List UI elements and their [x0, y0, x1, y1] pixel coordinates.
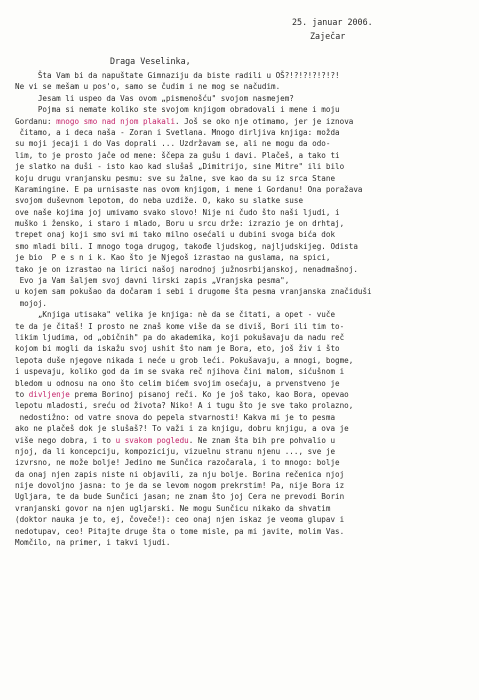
text-segment: to	[15, 389, 29, 399]
text-segment: nije dovoljno jasna: to je da se levom nogom prekrstim! Pa, nije Bora iz	[15, 481, 345, 491]
text-line	[15, 275, 372, 286]
text-segment: trepet onaj koji smo svi mi tako milno osećali u dubini svoga bića dok	[15, 230, 336, 240]
text-segment: Gordanu:	[15, 116, 57, 126]
text-segment: koju drugu vranjansku pesmu: sve su žalne, sve kao da su iz srca Stane	[15, 173, 336, 183]
text-line	[15, 343, 372, 354]
text-line	[15, 252, 372, 263]
text-line	[15, 298, 372, 309]
text-line	[15, 138, 372, 149]
text-segment: bledom u odnosu na ono što celim bićem svojim osećaju, a prvenstveno je	[15, 378, 340, 388]
text-segment: lepotu mladosti, sreću od života? Niko! A i tugu što je sve tako prolazno,	[15, 401, 354, 411]
text-line	[15, 173, 372, 184]
text-segment: smo mladi bili. I mnogo toga drugog, takođe ljudskog, najljudskijeg. Odista	[15, 241, 358, 251]
text-segment: nedostižno: od vatre snova do pepela stvarnosti! Kakva mi je to pesma	[15, 412, 336, 422]
letter-body	[15, 70, 372, 548]
text-line	[15, 412, 372, 423]
text-segment: . Još se oko nje otimamo, jer je iznova	[175, 116, 354, 126]
text-segment: Momčilo, na primer, i takvi ljudi.	[15, 538, 171, 548]
text-line	[15, 332, 372, 343]
text-line	[15, 389, 372, 400]
text-segment: Šta Vam bi da napuštate Gimnaziju da biste radili u OŠ?!?!?!?!?!?!	[15, 71, 340, 80]
text-line	[15, 480, 372, 491]
text-line	[15, 150, 372, 161]
text-segment: njoj, da li koncepciju, kompoziciju, vizuelnu stranu njenu ..., sve je	[15, 446, 336, 456]
text-line	[15, 457, 372, 468]
text-segment: Ugljara, te da bude Sunčici jasan; ne znam što joj Cera ne prevodi Borin	[15, 492, 345, 502]
text-segment: u kojem sam pokušao da dočaram i sebi i drugome šta pesma vranjanska značiduši	[15, 287, 372, 297]
text-line	[15, 355, 372, 366]
text-line	[15, 116, 372, 127]
text-segment: (doktor nauka je to, ej, čoveče!): ceo onaj njen iskaz je veoma glupav i	[15, 515, 345, 525]
text-segment: je slatko na duši - isto kao kad slušaš „Dimitrijo, sine Mitre" ili bilo	[15, 162, 345, 172]
text-segment: prema Borinoj pisanoj reči. Ko je još tako, kao Bora, opevao	[69, 389, 349, 399]
text-line	[15, 218, 372, 229]
text-line	[15, 93, 372, 104]
text-segment: Evo ja Vam šaljem svoj davni lirski zapis „Vranjska pesma",	[15, 276, 290, 286]
text-segment: izvrsno, ne može bolje! Jedino me Sunčica razočarala, i to mnogo: bolje	[15, 458, 340, 468]
highlighted-phrase: divljenje	[28, 389, 70, 399]
text-line	[15, 537, 372, 548]
text-segment: kojom bi mogli da iskažu svoj ushit što nam je Bora, eto, još živ i što	[15, 344, 340, 354]
text-segment: ako ne plačeš dok je slušaš?! To važi i za knjigu, dobru knjigu, a ova je	[15, 424, 349, 434]
text-segment: Pojma si nemate koliko ste svojom knjigom obradovali i mene i moju	[15, 105, 340, 115]
text-segment: mojoj.	[15, 298, 48, 308]
text-line	[15, 309, 372, 320]
text-line	[15, 229, 372, 240]
text-segment: likim ljudima, od „običnih" pa do akademika, koji pokušavaju da nadu reč	[15, 332, 345, 342]
letter-greeting: Draga Veselinka,	[110, 56, 191, 66]
text-segment: svojom duševnom lepotom, do neba uzdiže. O, kako su slatke suse	[15, 196, 304, 206]
text-segment: su moji jecaji i do Vas doprali ... Uzdržavam se, ali ne mogu da odo-	[15, 139, 331, 149]
text-segment: te da je čitaš! I prosto ne znaš kome više da se diviš, Bori ili tim to-	[15, 321, 345, 331]
highlighted-phrase: mnogo smo nad njom plakali	[56, 116, 176, 126]
text-segment: i uspevaju, koliko god da im se svaka reč njihova čini malom, sićušnom i	[15, 367, 345, 377]
text-segment: je bio P e s n i k. Kao što je Njegoš izrastao na guslama, na spici,	[15, 253, 331, 263]
text-segment: tako je on izrastao na lirici našoj narodnoj južnosrbijanskoj, nenadmašnoj.	[15, 264, 358, 274]
text-segment: čitamo, a i deca naša - Zoran i Svetlana. Mnogo dirljiva knjiga: možda	[15, 127, 340, 137]
letter-date: 25. januar 2006.	[292, 17, 373, 27]
text-line	[15, 70, 372, 81]
text-segment: Ne vi se mešam u pos'o, samo se čudim i ne mog se načudim.	[15, 82, 281, 92]
text-line	[15, 366, 372, 377]
text-line	[15, 207, 372, 218]
text-line	[15, 378, 372, 389]
text-line	[15, 423, 372, 434]
text-line	[15, 491, 372, 502]
text-segment: „Knjiga utisaka" velika je knjiga: nè da se čitati, a opet - vuče	[15, 310, 336, 320]
text-segment: Jesam li uspeo da Vas ovom „pismenošću" svojom nasmejem?	[15, 93, 294, 103]
text-segment: lim, to je prosto jače od mene: ščepa za gušu i davi. Plačeš, a tako ti	[15, 150, 340, 160]
text-line	[15, 514, 372, 525]
text-segment: ove naše kojima joj umivamo svako slovo! Nije ni čudo što naši ljudi, i	[15, 207, 340, 217]
text-segment: . Ne znam šta bih pre pohvalio u	[188, 435, 336, 445]
text-line	[15, 104, 372, 115]
text-segment: muško i žensko, i staro i mlado, Boru u srcu drže: izrazio je on drhtaj,	[15, 219, 345, 229]
text-line	[15, 184, 372, 195]
text-segment: vranjanski govor na njen ugljarski. Ne mogu Sunčicu nikako da shvatim	[15, 503, 331, 513]
text-line	[15, 469, 372, 480]
text-line	[15, 127, 372, 138]
text-line	[15, 400, 372, 411]
highlighted-phrase: u svakom pogledu	[115, 435, 189, 445]
text-line	[15, 241, 372, 252]
text-line	[15, 286, 372, 297]
text-line	[15, 195, 372, 206]
text-line	[15, 161, 372, 172]
letter-place: Zaječar	[310, 31, 346, 41]
text-segment: nedotupav, ceo! Pitajte druge šta o tome misle, pa mi javite, molim Vas.	[15, 526, 345, 536]
text-line	[15, 321, 372, 332]
text-line	[15, 81, 372, 92]
text-segment: Karamingine. E pa urnisaste nas ovom knjigom, i mene i Gordanu! Ona poražava	[15, 184, 363, 194]
text-segment: lepota duše njegove nikada i neće u grob leći. Pokušavaju, a mnogi, bogme,	[15, 355, 354, 365]
text-line	[15, 435, 372, 446]
text-line	[15, 264, 372, 275]
text-segment: više nego dobra, i to	[15, 435, 116, 445]
text-line	[15, 526, 372, 537]
text-line	[15, 503, 372, 514]
text-segment: da onaj njen zapis niste ni objavili, za nju bolje. Borina rečenica njoj	[15, 469, 345, 479]
text-line	[15, 446, 372, 457]
